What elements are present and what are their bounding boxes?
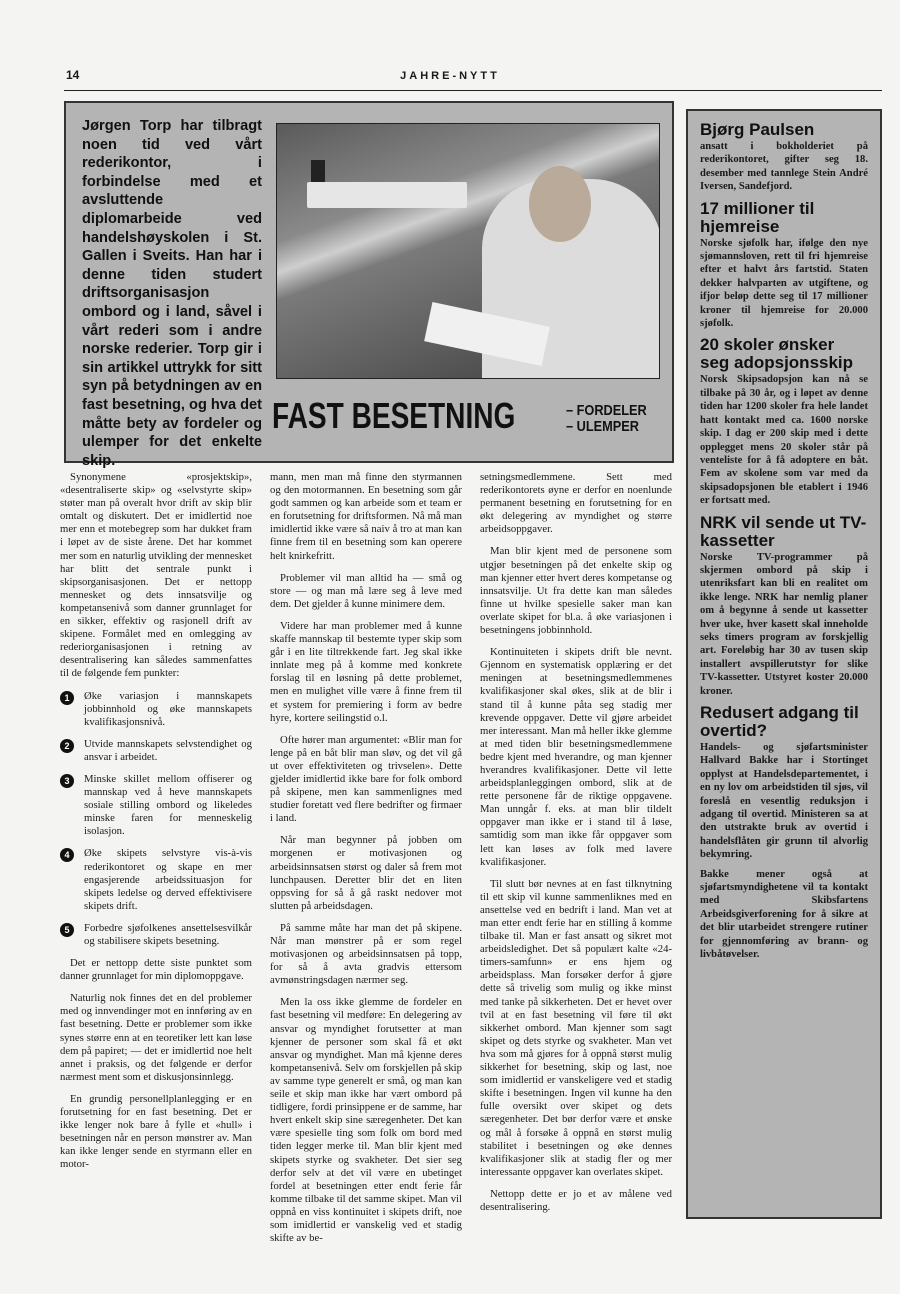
number-badge: 4 <box>60 848 74 862</box>
article-subtitle <box>566 403 661 435</box>
sidebar-text: Norsk Skipsadopsjon kan nå se tilbake på 30 år, og i løpet av denne tiden har 1200 skoler fra hele landet hatt kontakt med ca. 1600 norske skip. I dag er 200 skip med i dette opplegget mens 20 skoler står på venteliste for å få adoptere en båt. Fem av skolene som var med da skipsadopsjonen ble etablert i 1946 er fortsatt med. <box>700 374 868 507</box>
page-number: 14 <box>66 68 80 82</box>
person-head <box>529 166 591 242</box>
sidebar-text: ansatt i bokholderiet på rederikontoret, gifter seg 18. desember med tannlege Stein André Iversen, Sandefjord. <box>700 141 868 193</box>
article-column-3 <box>480 471 672 1223</box>
sidebar-heading: Redusert adgang til overtid? <box>700 703 859 740</box>
sidebar-text: Handels- og sjøfartsminister Hallvard Bakke har i Stortinget opplyst at Handelsdepartementet, i en ny lov om arbeidstiden til sjøs, vil foreslå en vesentlig reduksjon i adgang til overtid. Ministeren sa at den utstrakte bruk av overtid i handelsflåten gir grunn til alvorlig bekymring. <box>700 742 868 861</box>
subtitle-con: – ULEMPER <box>566 418 639 435</box>
sidebar-heading: NRK vil sende ut TV-kassetter <box>700 512 867 550</box>
sidebar-text: Norske sjøfolk har, ifølge den nye sjømannsloven, rett til fri hjemreise efter et halvt års fartstid. Staten dekker halvparten av utgiftene, og ifjor beløp dette seg til 17 millioner kroner til hjemreise for 20.000 sjøfolk. <box>700 237 868 330</box>
paragraph: setningsmedlemmene. Sett med rederikontorets øyne er derfor en noenlunde permanent besetning en forutsetning for en økt delegering av myndighet og større arbeidsoppgaver. <box>480 471 672 536</box>
list-item-text: Forbedre sjøfolkenes ansettelsesvilkår og stabilisere skipets besetning. <box>84 921 252 947</box>
sidebar-heading: Bjørg Paulsen <box>700 120 815 139</box>
paragraph: Problemer vil man alltid ha — små og store — og man må lære seg å leve med dem. Det gjelder å kunne minimere dem. <box>270 571 462 610</box>
paragraph: Nettopp dette er jo et av målene ved desentralisering. <box>480 1187 672 1213</box>
list-item <box>60 773 252 838</box>
article-column-2 <box>270 471 462 1254</box>
paragraph: En grundig personellplanlegging er en forutsetning for en fast besetning. Det er ikke lenger nok bare å fylle et «hull» i besetningen når en person mønstrer av. Man kan ikke lenger sende en styrmann eller en motor- <box>60 1092 252 1171</box>
number-badge: 2 <box>60 739 74 753</box>
number-badge: 3 <box>60 774 74 788</box>
list-item <box>60 690 252 729</box>
list-item-text: Øke skipets selvstyre vis-à-vis rederikontoret og skape en mer engasjerende arbeidssituasjon for skipets ledelse og derved effektivisere skipets drift. <box>84 847 252 912</box>
paragraph: Synonymene «prosjektskip», «desentraliserte skip» og «selvstyrte skip» støter man på overalt hvor drift av skip blir omtalt og diskutert. Det er imidlertid noe mer enn et motebegrep som har dukket fram i løpet av de siste årene. Det har kommet mer som en naturlig utvikling der mennesket har blitt det sentrale punkt i skipsorganisasjonen. Det er nettopp mennesket og dets innsatsvilje og kompetansenivå som danner grunnlaget for en sikker, effektiv og rasjonell drift av skipene. Formålet med en omlegging av rederiorganisasjonen i retning av desentralisering kan således sammenfattes til de følgende fem punkter: <box>60 471 252 680</box>
author-photo <box>276 123 660 379</box>
paragraph: Til slutt bør nevnes at en fast tilknytning til ett skip vil kunne sammenliknes med en ansettelse ved en bedrift i land. Man vet at man etter endt ferie har en stilling å komme tilbake til. Man er fast ansatt og sikret mot arbeidsledighet. Det så populært kalte «24-timers-samfunn» er ens hjem og arbeidsplass. Man forsøker derfor å gjøre dette så trivelig som mulig og ikke minst med tanke på sikkerheten. Det er hevet over tvil at en fast besetning vil føre til økt sikkerhet ombord. Man kjenner som sagt skipet og dets styrke og svakheter. Man vet hva som må gjøres for å oppnå størst mulig sikkerhet for besetning, skip og last, noe som imidlertid er vanskeligere ved et stadig skifte i besetningen. Ingen vil kunne ha den fulle oversikt over skipet og dets særegenheter. Det bør derfor være et ønske og mål å forsøke å oppnå en størst mulig stabilitet i besetningen og øke dennes kvalifikasjoner slik at stadig fler og mer interessante oppgaver kan overlates skipet. <box>480 877 672 1178</box>
paragraph: Man blir kjent med de personene som utgjør besetningen på det enkelte skip og man kjenner etter hvert deres kompetanse og innsatsvilje. Ut fra dette kan man således finne ut hvilke spesielle saker man kan overlate skipet for bl.a. å øke variasjonen i besetningens jobbinnhold. <box>480 545 672 637</box>
paragraph: Videre har man problemer med å kunne skaffe mannskap til bestemte typer skip som går i en lite tiltrekkende fart. Jeg skal ikke innlate meg på å komme med konkrete forslag til en løsning på dette problemet, men en mulighet ville være å finne frem til et system for premiering i form av bedre hyre, kortere seilingstid o.l. <box>270 619 462 724</box>
article-column-1 <box>60 471 252 1181</box>
list-item-text: Øke variasjon i mannskapets jobbinnhold og øke mannskapets kvalifikasjonsnivå. <box>84 689 252 728</box>
paragraph: Når man begynner på jobben om morgenen er motivasjonen og arbeidsinnsatsen størst og daler så frem mot lunchpausen. Deretter blir det en liten oppsving for så å gå raskt nedover mot slutten på arbeidsdagen. <box>270 834 462 912</box>
number-badge: 5 <box>60 923 74 937</box>
ship-funnel <box>311 160 325 184</box>
paragraph: Det er nettopp dette siste punktet som danner grunnlaget for min diplomoppgave. <box>60 957 252 983</box>
article-title: FAST BESETNING <box>272 395 516 436</box>
paragraph: mann, men man må finne den styrmannen og den motormannen. En besetning som går godt sammen og kan arbeide som et team er en forutsetning for driftsformen. Nå må man imidlertid ikke være så naiv å tro at man kan finne frem til en besetning som kan operere helt knirkefritt. <box>270 471 462 562</box>
list-item-text: Utvide mannskapets selvstendighet og ansvar i arbeidet. <box>84 737 252 763</box>
list-item <box>60 922 252 948</box>
paragraph: Naturlig nok finnes det en del problemer med og innvendinger mot en innføring av en fast besetning. Dette er problemer som ikke synes større enn at en teoretiker lett kan løse dem på papiret; — det er imidlertid noe helt annet i praksis, og det følgende er derfor nærmest ment som et diskusjonsinnlegg. <box>60 992 252 1083</box>
publication-title: JAHRE-NYTT <box>400 70 500 82</box>
number-badge: 1 <box>60 691 74 705</box>
sidebar-heading: 17 millioner til hjemreise <box>700 198 815 236</box>
sidebar-heading: 20 skoler ønsker seg adopsjonsskip <box>700 335 854 373</box>
list-item-text: Minske skillet mellom offiserer og mannskap ved å heve mannskapets sosiale stilling ombord og likeledes minske faren for menneskelig isolasjon. <box>84 772 252 838</box>
feature-box <box>64 101 674 469</box>
paragraph: Men la oss ikke glemme de fordeler en fast besetning vil medføre: En delegering av ansvar og myndighet forutsetter at man kjenner de personer som skal få et økt ansvar og myndighet. Man må kjenne deres kompetansenivå. Selv om forskjellen på skip av samme type generelt er små, og man kan seile et skip man ikke har vært ombord på tidligere, fordi prinsippene er de samme, har hvert enkelt skip sine særegenheter. Det kan være spesielle ting som folk om bord med tiden legger merke til. Man blir kjent med skipets styrke og svakheter. Det sier seg derfor selv at det vil være en ubetinget fordel at besetningen etter endt ferie får komme tilbake til det samme skipet. Man vil oppnå en viss kontinuitet i skipets drift, noe som imidlertid er vanskelig ved et stadig skifte av be- <box>270 996 462 1245</box>
sidebar-text: Norske TV-programmer på skjermen ombord på skip i utenriksfart kan bli en realitet om ikke lenge. NRK har nemlig planer om å begynne å sende ut kassetter hver uke, hver kasett skal inneholde seks timers program av forskjellig art. Foreløbig har 30 av tusen skip installert avspillerutstyr for slike TV-kassetter. Utstyret koster 20.000 kroner. <box>700 551 868 697</box>
list-item <box>60 847 252 912</box>
subtitle-pro: – FORDELER <box>566 402 647 419</box>
sidebar-text: Bakke mener også at sjøfartsmyndighetene vil ta kontakt med Skibsfartens Arbeidsgiverforening for å sikre at det blir utarbeidet strengere rutiner for gjennomføring av brann- og livbåtøvelser. <box>700 868 868 961</box>
feature-intro: Jørgen Torp har tilbragt noen tid ved vårt rederikontor, i forbindelse med et avsluttende diplomarbeide ved handelshøyskolen i St. Gallen i Sveits. Han har i denne tiden studert driftsorganisasjon ombord og i land, såvel i vårt rederi som i andre norske rederier. Torp gir i sin artikkel uttrykk for sitt syn på betydningen av en fast besetning, og hva det måtte bety av fordeler og ulemper for det enkelte skip. <box>82 118 263 469</box>
news-sidebar <box>686 109 882 1219</box>
list-item <box>60 738 252 764</box>
ship-painting <box>307 182 467 208</box>
paragraph: Ofte hører man argumentet: «Blir man for lenge på en båt blir man sløv, og det vil gå ut over effektiviteten og trivselen». Dette gjelder imidlertid ikke bare for folk ombord på skipene, men kan sammenlignes med studier foretatt ved flere bedrifter og firmaer i land. <box>270 733 462 825</box>
paragraph: Kontinuiteten i skipets drift ble nevnt. Gjennom en systematisk opplæring er det meningen at besetningsmedlemmenes kvalifikasjoner skal økes, slik at de blir i stand til å kunne påta seg stadig mer krevende oppgaver. Dette vil gjøre arbeidet mer interessant. Man må heller ikke glemme at med tiden blir besetningsmedlemmene bedre kjent med hverandre, og man kjenner hverandres kvalifikasjoner. Dette vil lette arbeidsplanleggingen ombord, slik at de rette personene får de riktige oppgavene. Man unngår f. eks. at man blir tildelt oppgaver man ikke er i stand til å løse, samtidig som man ikke får oppgaver som lett kan løses av folk med lavere kvalifikasjoner. <box>480 646 672 868</box>
header-rule <box>64 90 882 91</box>
paragraph: På samme måte har man det på skipene. Når man mønstrer på er som regel motivasjonen og arbeidsinnsatsen på topp, for så å avta gradvis ettersom avmønstringsdagen nærmer seg. <box>270 921 462 987</box>
